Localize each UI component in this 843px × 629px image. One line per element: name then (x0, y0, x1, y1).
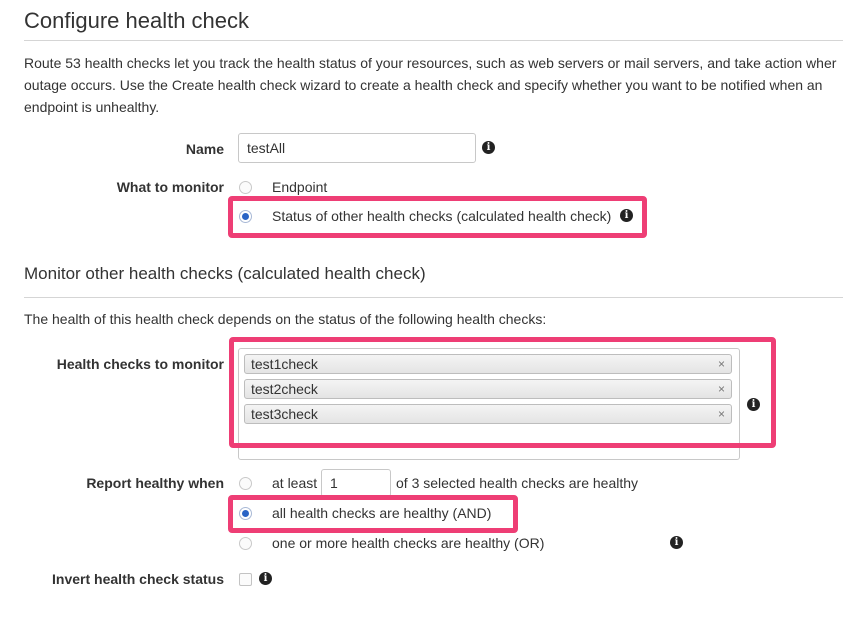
title-divider (24, 40, 843, 41)
calculated-section-description: The health of this health check depends on the status of the following health checks: (24, 311, 547, 327)
calculated-option-label: Status of other health checks (calculated health check) (272, 208, 612, 224)
and-radio[interactable] (239, 507, 252, 520)
info-icon[interactable]: i (620, 209, 633, 222)
tag-label: test2check (251, 381, 318, 397)
remove-tag-icon[interactable]: × (717, 357, 725, 371)
remove-tag-icon[interactable]: × (717, 407, 725, 421)
health-checks-to-monitor-label: Health checks to monitor (56, 356, 224, 372)
at-least-radio[interactable] (239, 477, 252, 490)
tag-label: test3check (251, 406, 318, 422)
info-icon[interactable]: i (670, 536, 683, 549)
and-option-label: all health checks are healthy (AND) (272, 505, 492, 521)
endpoint-radio[interactable] (239, 181, 252, 194)
or-radio[interactable] (239, 537, 252, 550)
what-to-monitor-label: What to monitor (116, 179, 224, 195)
highlight-box-health-checks (229, 337, 776, 448)
info-icon[interactable]: i (482, 141, 495, 154)
invert-status-label: Invert health check status (52, 571, 224, 587)
report-healthy-when-label: Report healthy when (86, 475, 224, 491)
info-icon[interactable]: i (747, 398, 760, 411)
section-divider (24, 297, 843, 298)
info-icon[interactable]: i (259, 572, 272, 585)
endpoint-option-label: Endpoint (272, 179, 328, 195)
name-input[interactable] (238, 133, 476, 163)
remove-tag-icon[interactable]: × (717, 382, 725, 396)
name-label: Name (185, 141, 224, 157)
at-least-count-input[interactable] (321, 469, 391, 497)
page-title: Configure health check (24, 8, 250, 33)
at-least-prefix: at least (272, 475, 318, 491)
or-option-label: one or more health checks are healthy (OR) (272, 535, 545, 551)
page-description: Route 53 health checks let you track the health status of your resources, such as web servers or mail servers, and take action wher outage occurs. Use the Create health check wizard to create a health check and specify whether you want to be notified when an endpoint is unhealthy. (24, 55, 837, 115)
calculated-section-title: Monitor other health checks (calculated health check) (24, 264, 426, 283)
at-least-suffix: of 3 selected health checks are healthy (396, 475, 639, 491)
invert-status-checkbox[interactable] (239, 573, 252, 586)
calculated-health-check-radio[interactable] (239, 210, 252, 223)
tag-label: test1check (251, 356, 318, 372)
